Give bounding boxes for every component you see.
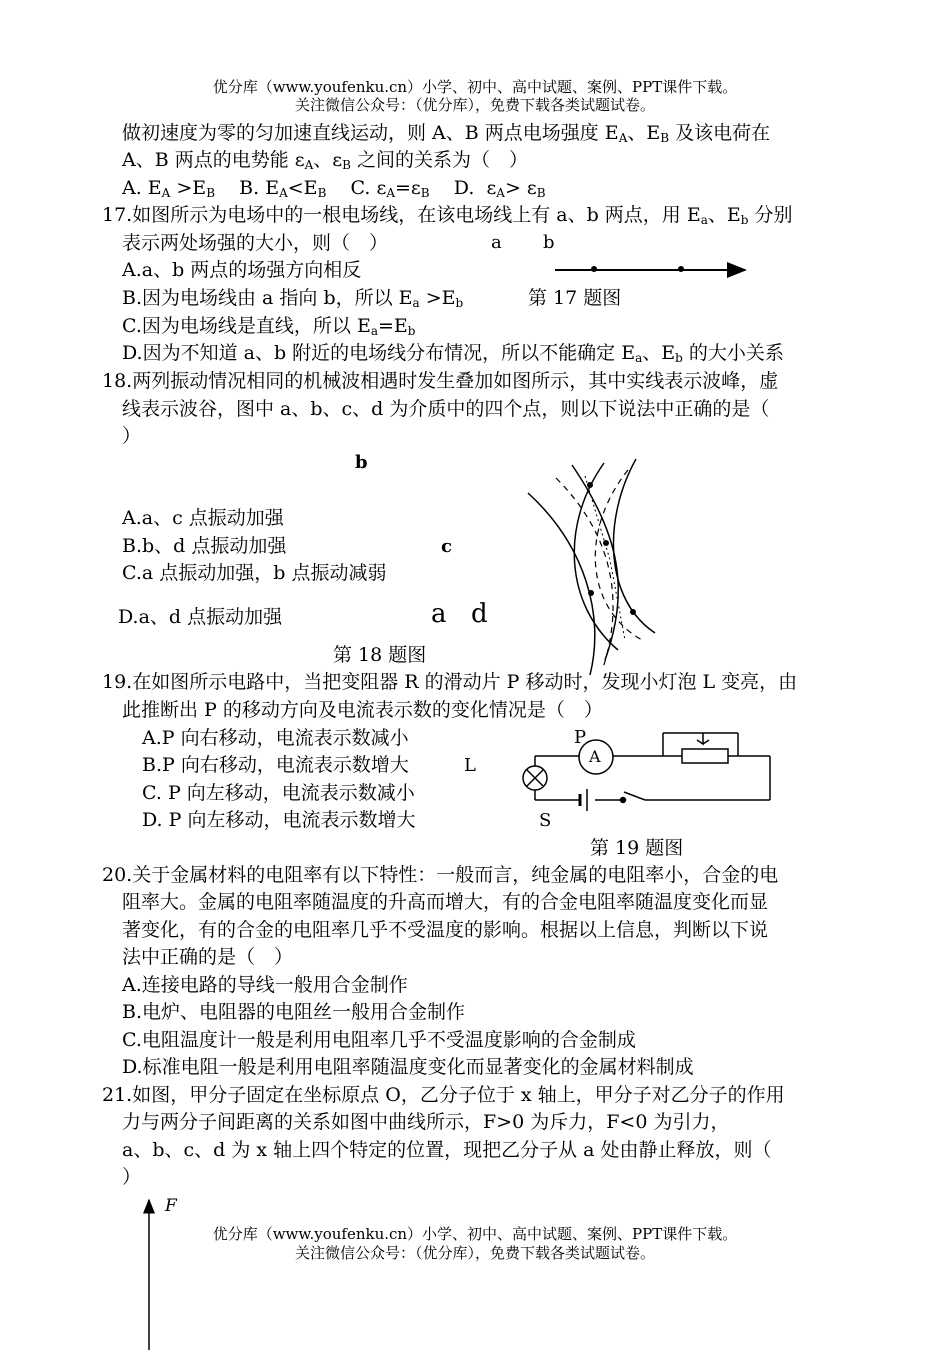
q17-option-c: C.因为电场线是直线，所以 $E_a=E_b$ bbox=[122, 315, 416, 338]
q18-wave-figure bbox=[528, 459, 655, 675]
q16-options: A. $E_A >E_B$ B. $E_A<E_B$ C. $\varepsilon_A=\varepsilon_B$ D. $\varepsilon_A> \varepsilon_B$ bbox=[122, 177, 546, 200]
q18-fig-label-d: d bbox=[471, 599, 488, 629]
q18-option-b: B.b、d 点振动加强 bbox=[122, 535, 287, 557]
q17-field-line-figure bbox=[555, 266, 745, 272]
point-c-dot bbox=[603, 540, 609, 546]
trough-arc-left bbox=[556, 478, 613, 668]
crest-arc-right-inner bbox=[574, 463, 618, 650]
q20-stem-line-2: 阻率大。金属的电阻率随温度的升高而增大，有的合金电阻率随温度变化而显 bbox=[122, 891, 769, 913]
q18-fig-label-b: b bbox=[355, 452, 368, 473]
q18-option-d: D.a、d 点振动加强 bbox=[118, 606, 283, 628]
q20-stem-line-3: 著变化，有的合金的电阻率几乎不受温度的影响。根据以上信息，判断以下说 bbox=[122, 919, 769, 941]
q18-stem-line-2: 线表示波谷，图中 a、b、c、d 为介质中的四个点，则以下说法中正确的是（ bbox=[122, 398, 770, 420]
slider-p-arrow bbox=[697, 733, 709, 744]
point-a-dot bbox=[591, 266, 597, 272]
footer-line-2: 关注微信公众号：（优分库），免费下载各类试题试卷。 bbox=[294, 1244, 655, 1262]
crest-arc-left-outer bbox=[528, 493, 595, 675]
q18-stem-line-3: ） bbox=[122, 425, 142, 447]
switch-contact bbox=[621, 798, 626, 803]
q21-stem-line-4: ） bbox=[122, 1166, 142, 1188]
q17-caption: 第 17 题图 bbox=[528, 287, 622, 309]
q20-stem-line-4: 法中正确的是（ ） bbox=[122, 946, 294, 968]
q18-fig-label-c: c bbox=[441, 536, 452, 557]
q19-caption: 第 19 题图 bbox=[590, 837, 684, 859]
q19-circuit-figure bbox=[523, 733, 770, 811]
q21-stem-line-3: a、b、c、d 为 x 轴上四个特定的位置，现把乙分子从 a 处由静止释放，则（ bbox=[122, 1139, 772, 1161]
q16-stem-line-2: A、B 两点的电势能 $\varepsilon_A$、$\varepsilon_B$ 之间的关系为（ ） bbox=[122, 149, 528, 172]
header-line-2: 关注微信公众号：（优分库），免费下载各类试题试卷。 bbox=[294, 96, 655, 114]
ammeter-circle bbox=[579, 740, 613, 774]
q18-caption: 第 18 题图 bbox=[333, 644, 427, 666]
rheostat-resistor bbox=[682, 749, 728, 763]
switch-s-blade bbox=[624, 792, 645, 800]
q17-option-b: B.因为电场线由 a 指向 b，所以 $E_a >E_b$ bbox=[122, 287, 464, 310]
point-b-dot bbox=[678, 266, 684, 272]
q20-stem-line-1: 20.关于金属材料的电阻率有以下特性：一般而言，纯金属的电阻率小，合金的电 bbox=[102, 864, 779, 886]
q18-option-c: C.a 点振动加强，b 点振动减弱 bbox=[122, 562, 387, 584]
q19-fig-label-p: P bbox=[574, 727, 587, 748]
q18-option-a: A.a、c 点振动加强 bbox=[122, 507, 284, 529]
q19-option-c: C. P 向左移动，电流表示数减小 bbox=[142, 782, 415, 804]
q21-stem-line-2: 力与两分子间距离的关系如图中曲线所示，F>0 为斥力，F<0 为引力， bbox=[122, 1111, 730, 1133]
point-b-dot bbox=[587, 482, 593, 488]
q19-fig-label-s: S bbox=[539, 810, 552, 831]
q17-option-d: D.因为不知道 a、b 附近的电场线分布情况，所以不能确定 $E_a$、$E_b$ 的大小关系 bbox=[122, 342, 784, 365]
q20-option-c: C.电阻温度计一般是利用电阻率几乎不受温度影响的合金制成 bbox=[122, 1029, 636, 1051]
q19-stem-line-1: 19.在如图所示电路中，当把变阻器 R 的滑动片 P 移动时，发现小灯泡 L 变亮，由 bbox=[102, 671, 798, 693]
q20-option-b: B.电炉、电阻器的电阻丝一般用合金制作 bbox=[122, 1001, 466, 1023]
header-line-1: 优分库（www.youfenku.cn）小学、初中、高中试题、案例、PPT课件下载。 bbox=[212, 78, 738, 96]
q19-option-b: B.P 向右移动，电流表示数增大 bbox=[142, 754, 409, 776]
q17-stem-line-2: 表示两处场强的大小，则（ ） bbox=[122, 232, 389, 254]
q17-fig-label-b: b bbox=[543, 232, 555, 253]
q19-stem-line-2: 此推断出 P 的移动方向及电流表示数的变化情况是（ ） bbox=[122, 699, 603, 721]
q19-option-a: A.P 向右移动，电流表示数减小 bbox=[142, 727, 409, 749]
point-d-dot bbox=[630, 609, 636, 615]
q18-fig-label-a: a bbox=[431, 599, 447, 629]
q19-option-d: D. P 向左移动，电流表示数增大 bbox=[142, 809, 416, 831]
q18-stem-line-1: 18.两列振动情况相同的机械波相遇时发生叠加如图所示，其中实线表示波峰，虚 bbox=[102, 370, 779, 392]
q21-stem-line-1: 21.如图，甲分子固定在坐标原点 O，乙分子位于 x 轴上，甲分子对乙分子的作用 bbox=[102, 1084, 785, 1106]
q21-axis-f-label: F bbox=[165, 1196, 177, 1216]
crest-arc-right-outer bbox=[613, 459, 655, 633]
q20-option-d: D.标准电阻一般是利用电阻率随温度变化而显著变化的金属材料制成 bbox=[122, 1056, 694, 1078]
q16-stem-line-1: 做初速度为零的匀加速直线运动，则 A、B 两点电场强度 $E_A$、$E_B$ 及该电荷在 bbox=[122, 122, 771, 145]
q19-fig-label-l: L bbox=[464, 755, 476, 776]
q17-option-a: A.a、b 两点的场强方向相反 bbox=[122, 259, 362, 281]
q20-option-a: A.连接电路的导线一般用合金制作 bbox=[122, 974, 408, 996]
q17-stem-line-1: 17.如图所示为电场中的一根电场线，在该电场线上有 a、b 两点，用 $E_a$、$E_b$ 分别 bbox=[102, 204, 793, 227]
q17-fig-label-a: a bbox=[491, 232, 502, 253]
point-a-dot bbox=[588, 590, 594, 596]
footer-line-1: 优分库（www.youfenku.cn）小学、初中、高中试题、案例、PPT课件下载。 bbox=[212, 1225, 738, 1243]
q19-ammeter-label: A bbox=[589, 747, 601, 766]
